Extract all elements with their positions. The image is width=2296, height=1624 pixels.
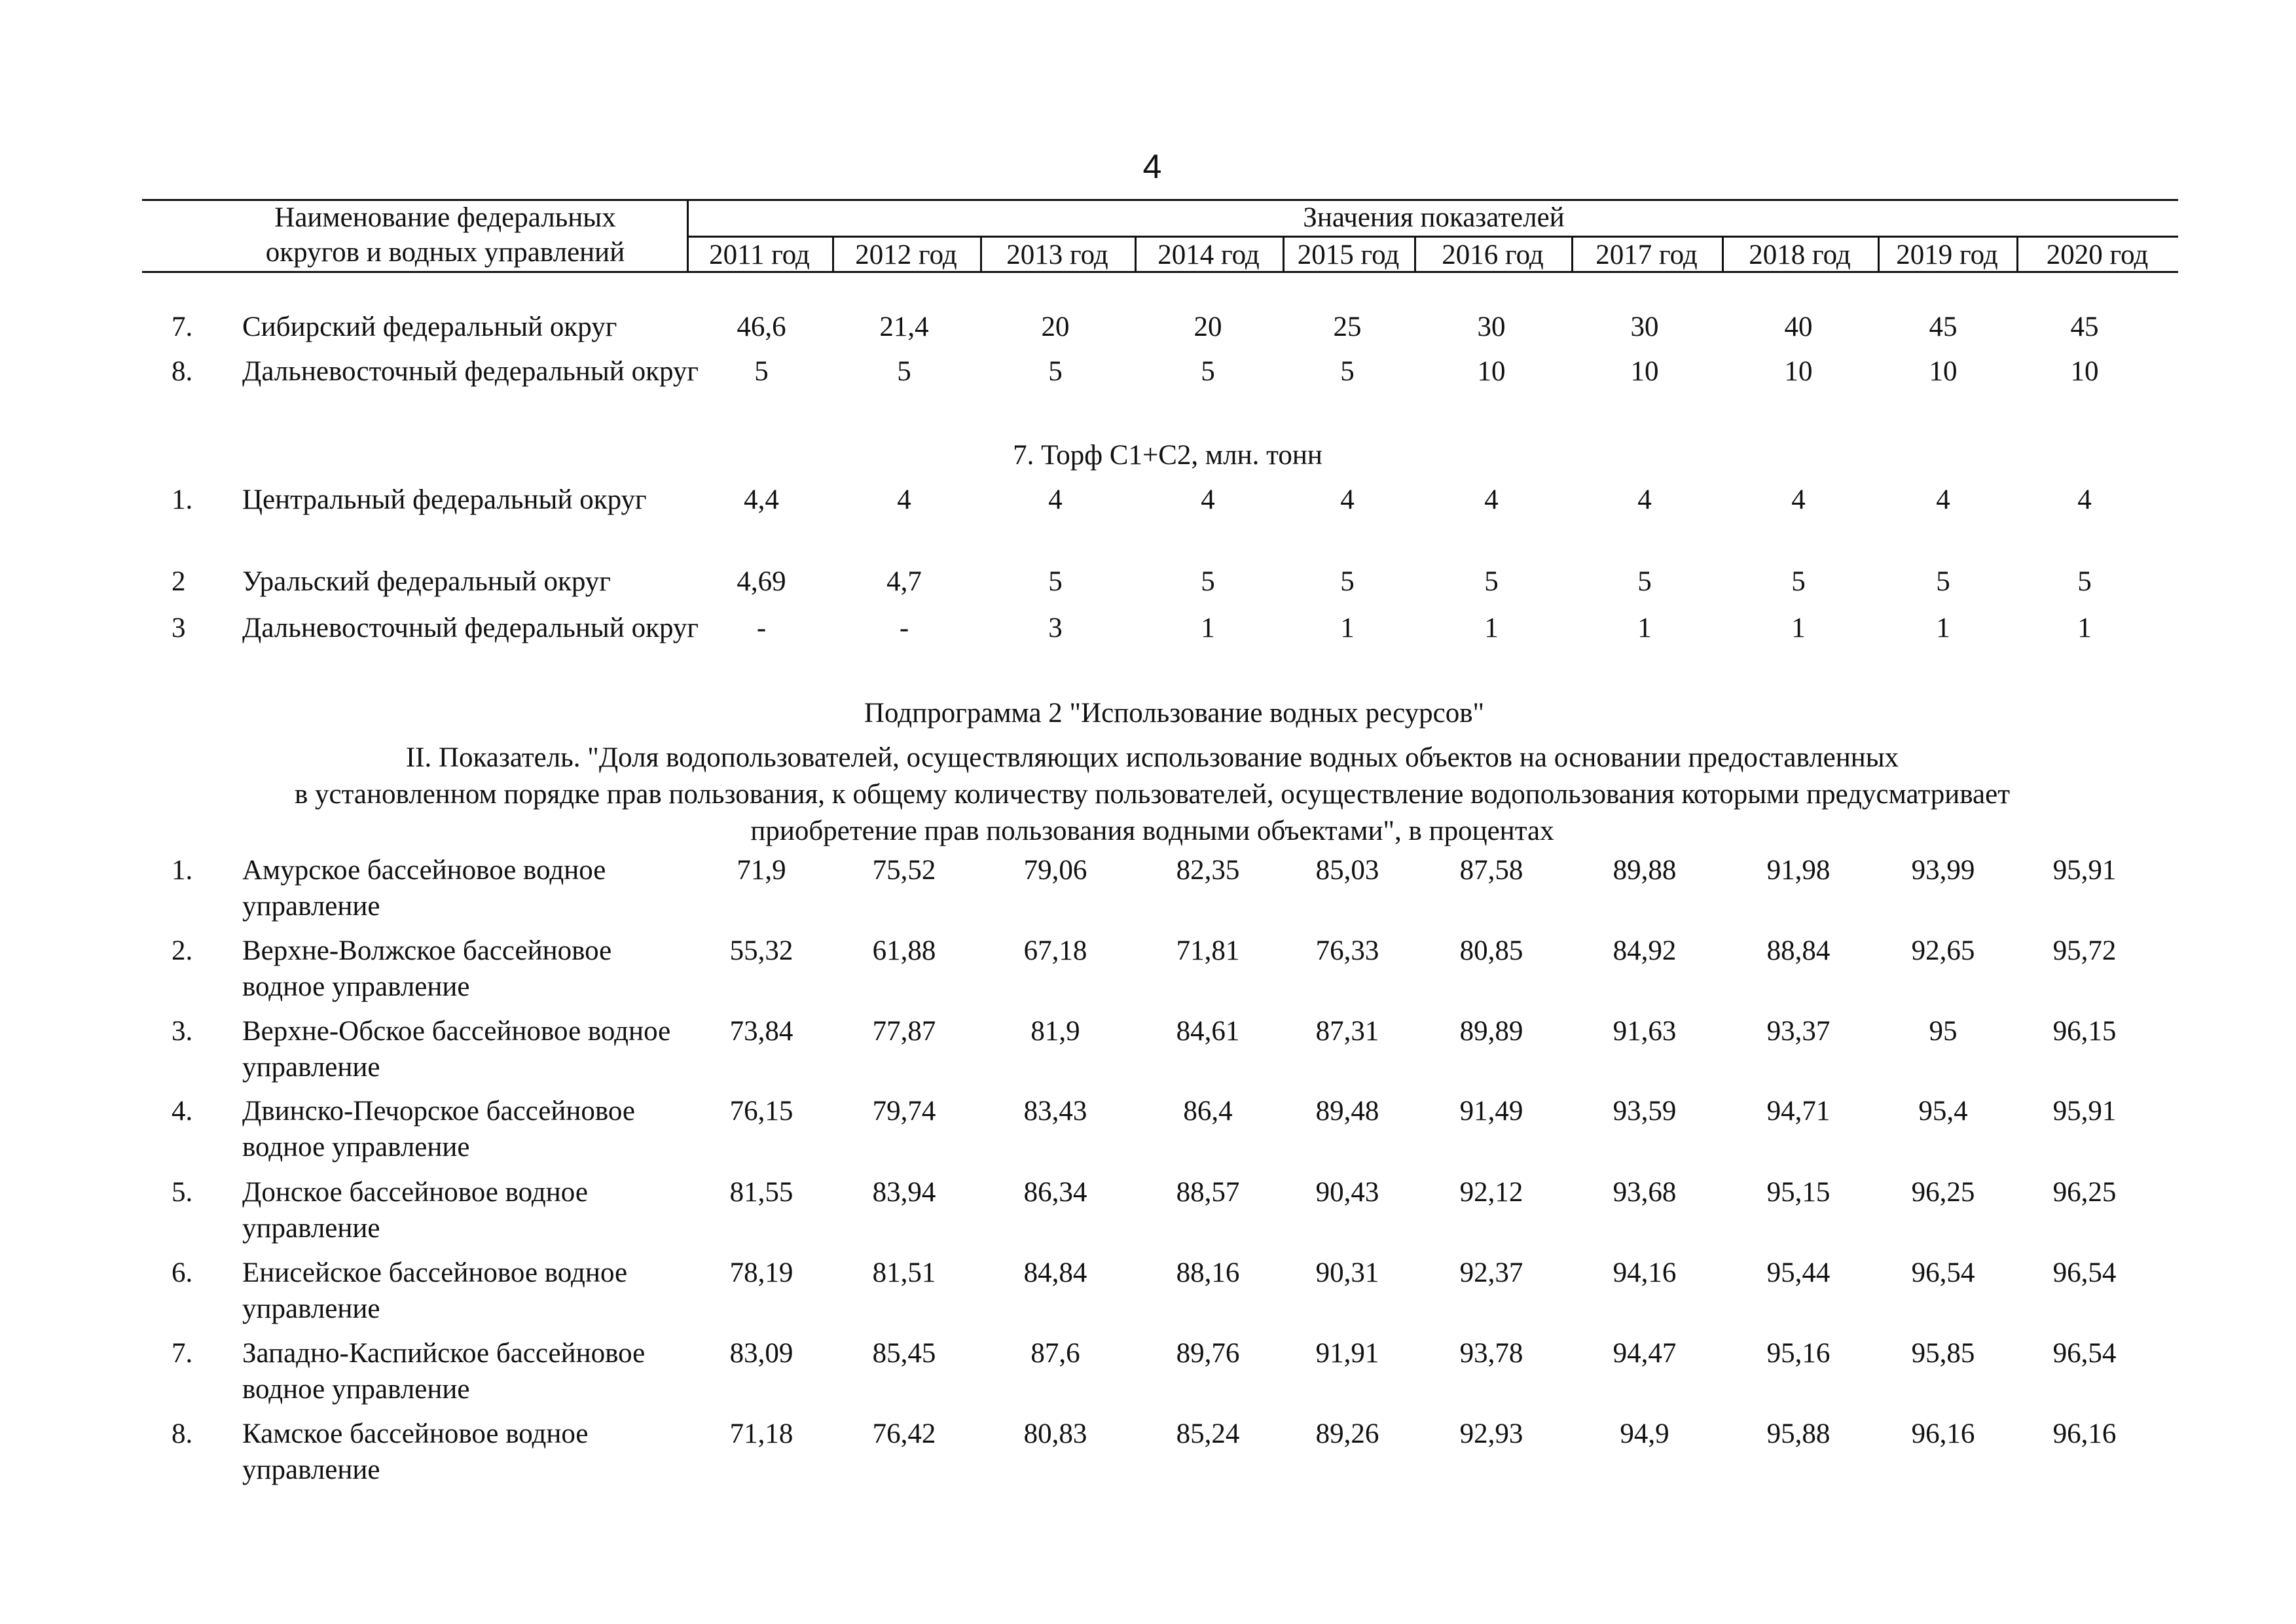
value-cell: 96,25 bbox=[1911, 1177, 1975, 1208]
indicator-title-line-1: II. Показатель. "Доля водопользователей, осуществляющих использование водных объектов на основании предоставленных bbox=[405, 742, 1899, 773]
row-number: 2. bbox=[172, 935, 193, 966]
value-cell: 10 bbox=[1784, 356, 1813, 387]
value-cell: 40 bbox=[1784, 312, 1813, 342]
value-cell: 83,43 bbox=[1023, 1096, 1087, 1127]
header-values-title: Значения показателей bbox=[1303, 202, 1565, 233]
value-cell: 96,54 bbox=[1911, 1257, 1975, 1288]
row-name: Камское бассейновое водное управление bbox=[242, 1418, 589, 1485]
value-cell: 1 bbox=[1637, 613, 1652, 643]
value-cell: 93,68 bbox=[1613, 1177, 1677, 1208]
value-cell: 5 bbox=[1936, 566, 1950, 597]
value-cell: 4 bbox=[1340, 484, 1355, 515]
value-cell: 1 bbox=[2077, 613, 2092, 643]
value-cell: 92,37 bbox=[1459, 1257, 1523, 1288]
value-cell: 71,18 bbox=[729, 1418, 793, 1449]
value-cell: 4 bbox=[1048, 484, 1063, 515]
value-cell: 95,91 bbox=[2052, 855, 2117, 886]
value-cell: 5 bbox=[1637, 566, 1652, 597]
year-header: 2016 год bbox=[1442, 240, 1544, 270]
value-cell: 67,18 bbox=[1023, 935, 1087, 966]
value-cell: 1 bbox=[1484, 613, 1499, 643]
value-cell: 71,81 bbox=[1176, 935, 1240, 966]
value-cell: 96,54 bbox=[2052, 1257, 2117, 1288]
value-cell: 87,58 bbox=[1459, 855, 1523, 886]
value-cell: 25 bbox=[1333, 312, 1362, 342]
value-cell: 80,85 bbox=[1459, 935, 1523, 966]
value-cell: 90,43 bbox=[1315, 1177, 1379, 1208]
row-name: Верхне-Обское бассейновое водное управление bbox=[242, 1016, 671, 1083]
value-cell: 84,84 bbox=[1023, 1257, 1087, 1288]
row-number: 1. bbox=[172, 855, 193, 886]
year-header: 2015 год bbox=[1297, 240, 1400, 270]
year-header: 2017 год bbox=[1595, 240, 1698, 270]
year-header: 2013 год bbox=[1006, 240, 1108, 270]
value-cell: 5 bbox=[754, 356, 769, 387]
row-name: Западно-Каспийское бассейновое водное управление bbox=[242, 1338, 646, 1405]
row-number: 3. bbox=[172, 1016, 193, 1047]
subprogram-title: Подпрограмма 2 "Использование водных ресурсов" bbox=[864, 698, 1485, 729]
row-name: Донское бассейновое водное управление bbox=[242, 1177, 588, 1244]
value-cell: 5 bbox=[1340, 566, 1355, 597]
value-cell: 76,15 bbox=[729, 1096, 793, 1127]
value-cell: 89,89 bbox=[1459, 1016, 1523, 1047]
value-cell: 83,09 bbox=[729, 1338, 793, 1369]
value-cell: 91,98 bbox=[1766, 855, 1831, 886]
value-cell: 93,99 bbox=[1911, 855, 1975, 886]
year-header: 2011 год bbox=[709, 240, 810, 270]
row-number: 6. bbox=[172, 1257, 193, 1288]
value-cell: 5 bbox=[1484, 566, 1499, 597]
value-cell: 94,47 bbox=[1613, 1338, 1677, 1369]
value-cell: 85,45 bbox=[872, 1338, 936, 1369]
row-name: Дальневосточный федеральный округ bbox=[242, 613, 699, 643]
value-cell: 91,91 bbox=[1315, 1338, 1379, 1369]
value-cell: 5 bbox=[1201, 356, 1215, 387]
row-number: 8. bbox=[172, 356, 193, 387]
value-cell: 20 bbox=[1041, 312, 1070, 342]
value-cell: 1 bbox=[1201, 613, 1215, 643]
value-cell: 91,49 bbox=[1459, 1096, 1523, 1127]
value-cell: - bbox=[899, 613, 909, 643]
value-cell: 73,84 bbox=[729, 1016, 793, 1047]
value-cell: 76,42 bbox=[872, 1418, 936, 1449]
indicator-title-line-2: в установленном порядке прав пользования, к общему количеству пользователей, осуществление водопользования которыми предусматривает bbox=[294, 779, 2011, 810]
value-cell: 89,88 bbox=[1613, 855, 1677, 886]
value-cell: 95,4 bbox=[1918, 1096, 1968, 1127]
row-number: 4. bbox=[172, 1096, 193, 1127]
value-cell: 79,06 bbox=[1023, 855, 1087, 886]
value-cell: 89,76 bbox=[1176, 1338, 1240, 1369]
row-number: 7. bbox=[172, 1338, 193, 1369]
value-cell: 1 bbox=[1936, 613, 1950, 643]
row-number: 1. bbox=[172, 484, 193, 515]
value-cell: 4,7 bbox=[886, 566, 922, 597]
value-cell: 4 bbox=[1201, 484, 1215, 515]
value-cell: 4 bbox=[2077, 484, 2092, 515]
value-cell: 81,9 bbox=[1030, 1016, 1080, 1047]
value-cell: 96,16 bbox=[1911, 1418, 1975, 1449]
value-cell: 10 bbox=[1477, 356, 1506, 387]
value-cell: 84,92 bbox=[1613, 935, 1677, 966]
row-name: Верхне-Волжское бассейновое водное управление bbox=[242, 935, 612, 1002]
value-cell: 5 bbox=[1201, 566, 1215, 597]
value-cell: 81,55 bbox=[729, 1177, 793, 1208]
peat-section-title: 7. Торф С1+С2, млн. тонн bbox=[1013, 440, 1322, 471]
value-cell: 46,6 bbox=[737, 312, 786, 342]
value-cell: 75,52 bbox=[872, 855, 936, 886]
value-cell: 93,59 bbox=[1613, 1096, 1677, 1127]
row-number: 3 bbox=[172, 613, 186, 643]
value-cell: 21,4 bbox=[879, 312, 929, 342]
value-cell: 5 bbox=[1340, 356, 1355, 387]
value-cell: 95,16 bbox=[1766, 1338, 1831, 1369]
value-cell: 94,9 bbox=[1620, 1418, 1669, 1449]
value-cell: 95,85 bbox=[1911, 1338, 1975, 1369]
row-number: 2 bbox=[172, 566, 186, 597]
value-cell: 94,71 bbox=[1766, 1096, 1831, 1127]
row-number: 5. bbox=[172, 1177, 193, 1208]
value-cell: 95,91 bbox=[2052, 1096, 2117, 1127]
row-name: Сибирский федеральный округ bbox=[242, 312, 617, 342]
value-cell: 4 bbox=[1936, 484, 1950, 515]
value-cell: 87,31 bbox=[1315, 1016, 1379, 1047]
year-header: 2019 год bbox=[1896, 240, 1998, 270]
value-cell: 5 bbox=[2077, 566, 2092, 597]
value-cell: 96,54 bbox=[2052, 1338, 2117, 1369]
value-cell: 78,19 bbox=[729, 1257, 793, 1288]
value-cell: 95 bbox=[1929, 1016, 1958, 1047]
value-cell: 20 bbox=[1194, 312, 1222, 342]
value-cell: 4 bbox=[897, 484, 911, 515]
row-name: Двинско-Печорское бассейновое водное управление bbox=[242, 1096, 636, 1163]
value-cell: 89,26 bbox=[1315, 1418, 1379, 1449]
year-header: 2018 год bbox=[1749, 240, 1851, 270]
value-cell: 4,69 bbox=[737, 566, 786, 597]
value-cell: 30 bbox=[1477, 312, 1506, 342]
value-cell: 91,63 bbox=[1613, 1016, 1677, 1047]
value-cell: 94,16 bbox=[1613, 1257, 1677, 1288]
value-cell: 45 bbox=[1929, 312, 1958, 342]
value-cell: 5 bbox=[1048, 566, 1063, 597]
value-cell: 92,12 bbox=[1459, 1177, 1523, 1208]
value-cell: 92,65 bbox=[1911, 935, 1975, 966]
row-name: Центральный федеральный округ bbox=[242, 484, 647, 515]
row-name: Амурское бассейновое водное управление bbox=[242, 855, 606, 922]
value-cell: 45 bbox=[2070, 312, 2099, 342]
value-cell: 80,83 bbox=[1023, 1418, 1087, 1449]
value-cell: 5 bbox=[1048, 356, 1063, 387]
value-cell: 84,61 bbox=[1176, 1016, 1240, 1047]
value-cell: 55,32 bbox=[729, 935, 793, 966]
value-cell: 5 bbox=[1791, 566, 1806, 597]
row-name: Уральский федеральный округ bbox=[242, 566, 611, 597]
value-cell: 85,24 bbox=[1176, 1418, 1240, 1449]
value-cell: 76,33 bbox=[1315, 935, 1379, 966]
value-cell: 88,16 bbox=[1176, 1257, 1240, 1288]
value-cell: 81,51 bbox=[872, 1257, 936, 1288]
value-cell: 87,6 bbox=[1030, 1338, 1080, 1369]
value-cell: 96,25 bbox=[2052, 1177, 2117, 1208]
value-cell: 83,94 bbox=[872, 1177, 936, 1208]
value-cell: 4 bbox=[1637, 484, 1652, 515]
value-cell: 95,88 bbox=[1766, 1418, 1831, 1449]
value-cell: 71,9 bbox=[737, 855, 786, 886]
year-header: 2020 год bbox=[2046, 240, 2149, 270]
value-cell: 93,37 bbox=[1766, 1016, 1831, 1047]
value-cell: 30 bbox=[1630, 312, 1659, 342]
value-cell: 4 bbox=[1791, 484, 1806, 515]
value-cell: 79,74 bbox=[872, 1096, 936, 1127]
value-cell: 82,35 bbox=[1176, 855, 1240, 886]
value-cell: 96,16 bbox=[2052, 1418, 2117, 1449]
row-name: Енисейское бассейновое водное управление bbox=[242, 1257, 628, 1324]
value-cell: 10 bbox=[2070, 356, 2099, 387]
year-header: 2012 год bbox=[855, 240, 957, 270]
value-cell: 90,31 bbox=[1315, 1257, 1379, 1288]
header-name-line-1: Наименование федеральных bbox=[274, 202, 616, 233]
value-cell: 95,15 bbox=[1766, 1177, 1831, 1208]
value-cell: 88,84 bbox=[1766, 935, 1831, 966]
value-cell: 85,03 bbox=[1315, 855, 1379, 886]
value-cell: 96,15 bbox=[2052, 1016, 2117, 1047]
value-cell: 77,87 bbox=[872, 1016, 936, 1047]
row-number: 8. bbox=[172, 1418, 193, 1449]
value-cell: - bbox=[756, 613, 767, 643]
value-cell: 1 bbox=[1340, 613, 1355, 643]
value-cell: 10 bbox=[1929, 356, 1958, 387]
value-cell: 86,4 bbox=[1183, 1096, 1233, 1127]
value-cell: 95,72 bbox=[2052, 935, 2117, 966]
value-cell: 4,4 bbox=[744, 484, 779, 515]
header-name-line-2: округов и водных управлений bbox=[265, 237, 625, 268]
row-name: Дальневосточный федеральный округ bbox=[242, 356, 699, 387]
value-cell: 86,34 bbox=[1023, 1177, 1087, 1208]
indicator-title-line-3: приобретение прав пользования водными объектами", в процентах bbox=[750, 816, 1554, 846]
value-cell: 61,88 bbox=[872, 935, 936, 966]
year-header: 2014 год bbox=[1157, 240, 1260, 270]
value-cell: 1 bbox=[1791, 613, 1806, 643]
page-number: 4 bbox=[1142, 148, 1162, 186]
value-cell: 89,48 bbox=[1315, 1096, 1379, 1127]
value-cell: 95,44 bbox=[1766, 1257, 1831, 1288]
value-cell: 93,78 bbox=[1459, 1338, 1523, 1369]
value-cell: 10 bbox=[1630, 356, 1659, 387]
row-number: 7. bbox=[172, 312, 193, 342]
value-cell: 3 bbox=[1048, 613, 1063, 643]
value-cell: 4 bbox=[1484, 484, 1499, 515]
value-cell: 92,93 bbox=[1459, 1418, 1523, 1449]
value-cell: 5 bbox=[897, 356, 911, 387]
value-cell: 88,57 bbox=[1176, 1177, 1240, 1208]
